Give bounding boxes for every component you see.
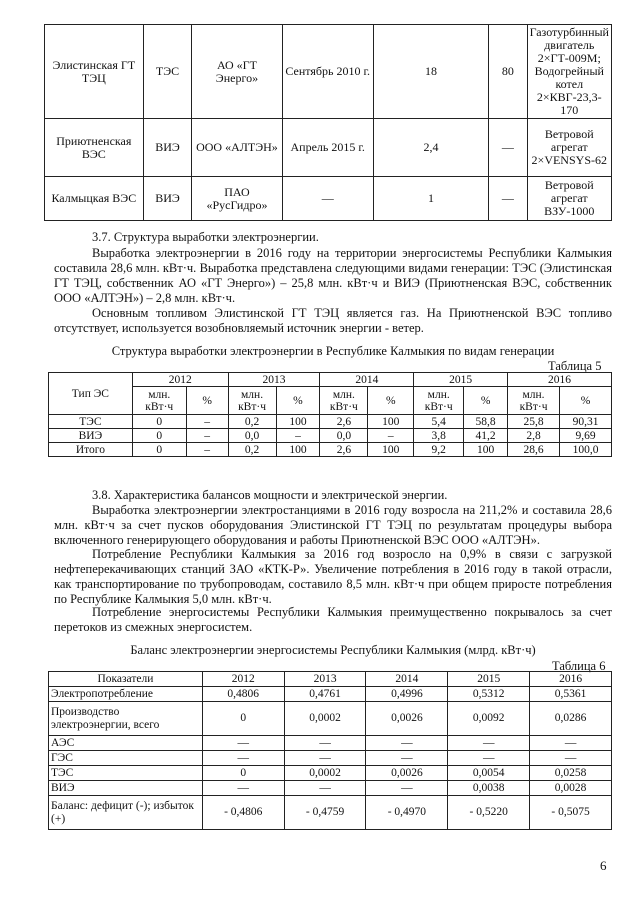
- section-3-8-paragraph-2: Потребление Республики Калмыкия за 2016 год возросло на 0,9% в связи с загрузкой нефтеперекачивающих станций ЗАО «КТК-Р». Увеличение потребления в 2016 году в такой отрасли, как транспортирование по трубопроводам, составило 8,5 млн. кВт·ч при общем приросте потребления по Республике Калмыкия 5,0 млн. кВт·ч.: [54, 547, 612, 606]
- table-cell: 41,2: [464, 429, 508, 443]
- table-cell: 0,4996: [366, 687, 448, 702]
- table-row: [49, 736, 612, 751]
- plant-heat: —: [489, 119, 527, 177]
- table-cell: 100: [368, 415, 414, 429]
- table-cell: —: [284, 751, 366, 766]
- table-5-caption: Структура выработки электроэнергии в Республике Калмыкия по видам генерации: [111, 344, 555, 358]
- power-plants-table: [44, 24, 612, 221]
- generation-structure-table: [48, 372, 612, 457]
- plant-type: ВИЭ: [143, 119, 192, 177]
- year-header: 2013: [284, 672, 366, 687]
- table-cell: 0,0038: [448, 781, 530, 796]
- table-cell: —: [366, 751, 448, 766]
- table-cell: 100: [276, 443, 320, 457]
- table-cell: 3,8: [414, 429, 464, 443]
- table-cell: 2,8: [508, 429, 560, 443]
- table-cell: 100,0: [560, 443, 612, 457]
- energy-balance-table: [48, 671, 612, 830]
- table-row: [49, 687, 612, 702]
- table-cell: —: [202, 751, 284, 766]
- plant-owner: ООО «АЛТЭН»: [192, 119, 282, 177]
- table-cell: 0: [202, 766, 284, 781]
- table-cell: —: [284, 736, 366, 751]
- table-cell: —: [530, 751, 612, 766]
- plant-owner: АО «ГТ Энерго»: [192, 25, 282, 119]
- plant-date: Сентябрь 2010 г.: [282, 25, 373, 119]
- year-header: 2015: [414, 373, 508, 387]
- table-cell: —: [284, 781, 366, 796]
- table-cell: 0: [202, 702, 284, 736]
- table-cell: —: [202, 781, 284, 796]
- percent-header: %: [368, 387, 414, 415]
- plant-power: 2,4: [373, 119, 488, 177]
- table-header-row: [49, 373, 612, 387]
- table-row: [49, 766, 612, 781]
- row-label: ТЭС: [49, 415, 133, 429]
- unit-header: млн. кВт·ч: [132, 387, 186, 415]
- row-label: АЭС: [49, 736, 203, 751]
- table-row: [49, 443, 612, 457]
- row-label: Электропотребление: [49, 687, 203, 702]
- row-label: Итого: [49, 443, 133, 457]
- table-5-label: Таблица 5: [548, 359, 602, 373]
- percent-header: %: [464, 387, 508, 415]
- section-3-7-paragraph-1: Выработка электроэнергии в 2016 году на территории энергосистемы Республики Калмыкия составила 28,6 млн. кВт·ч. Выработка представлена следующими видами генерации: ТЭС (Элистинская ГТ ТЭЦ, собственник АО «ГТ Энерго») – 25,8 млн. кВт·ч и ВИЭ (Приютненская ВЭС, собственник ООО «АЛТЭН») – 2,8 млн. кВт·ч.: [54, 246, 612, 305]
- table-cell: 0,5312: [448, 687, 530, 702]
- table-cell: 0,0028: [530, 781, 612, 796]
- table-cell: –: [186, 415, 228, 429]
- table-cell: 0,0002: [284, 766, 366, 781]
- year-header: 2012: [132, 373, 228, 387]
- table-cell: —: [366, 736, 448, 751]
- table-cell: 0,4761: [284, 687, 366, 702]
- row-label: Производство электроэнергии, всего: [49, 702, 203, 736]
- plant-type: ВИЭ: [143, 177, 192, 221]
- table-cell: - 0,4970: [366, 796, 448, 830]
- plant-equipment: Ветровой агрегат 2×VENSYS-62: [527, 119, 611, 177]
- table-subheader-row: [49, 387, 612, 415]
- table-cell: 2,6: [320, 415, 368, 429]
- table-6-caption: Баланс электроэнергии энергосистемы Республики Калмыкия (млрд. кВт·ч): [130, 643, 536, 657]
- table-cell: 0,0092: [448, 702, 530, 736]
- section-3-8-paragraph-1: Выработка электроэнергии электростанциями в 2016 году возросла на 211,2% и составила 28,6 млн. кВт·ч за счет пусков оборудования Элистинской ГТ ТЭЦ по результатам процедуры выбора включенного генерирующего оборудования и работы Приютненской ВЭС ООО «АЛТЭН».: [54, 503, 612, 547]
- table-cell: 0,0258: [530, 766, 612, 781]
- year-header: 2016: [508, 373, 612, 387]
- table-cell: –: [276, 429, 320, 443]
- year-header: 2013: [228, 373, 320, 387]
- table-cell: - 0,5075: [530, 796, 612, 830]
- year-header: 2016: [530, 672, 612, 687]
- section-3-8-heading: 3.8. Характеристика балансов мощности и электрической энергии.: [92, 488, 448, 502]
- table-cell: –: [186, 429, 228, 443]
- plant-name: Калмыцкая ВЭС: [45, 177, 144, 221]
- section-3-7-heading: 3.7. Структура выработки электроэнергии.: [92, 230, 319, 244]
- row-label: ВИЭ: [49, 429, 133, 443]
- table-cell: - 0,5220: [448, 796, 530, 830]
- table-cell: 0,0026: [366, 702, 448, 736]
- table-cell: —: [530, 736, 612, 751]
- year-header: 2014: [366, 672, 448, 687]
- table-cell: —: [366, 781, 448, 796]
- table-row: [49, 429, 612, 443]
- plant-heat: 80: [489, 25, 527, 119]
- plant-equipment: Газотурбинный двигатель 2×ГТ-009М; Водогрейный котел 2×КВГ-23,3-170: [527, 25, 611, 119]
- plant-heat: —: [489, 177, 527, 221]
- plant-name: Элистинская ГТ ТЭЦ: [45, 25, 144, 119]
- table-6-label: Таблица 6: [552, 659, 606, 673]
- table-cell: 9,69: [560, 429, 612, 443]
- table-cell: 100: [276, 415, 320, 429]
- table-cell: 100: [368, 443, 414, 457]
- table-cell: 0: [132, 415, 186, 429]
- table-row: [45, 119, 612, 177]
- table-cell: 0,0054: [448, 766, 530, 781]
- table-cell: –: [368, 429, 414, 443]
- table-cell: 58,8: [464, 415, 508, 429]
- plant-date: Апрель 2015 г.: [282, 119, 373, 177]
- plant-owner: ПАО «РусГидро»: [192, 177, 282, 221]
- row-label: ВИЭ: [49, 781, 203, 796]
- percent-header: %: [276, 387, 320, 415]
- table-row: [49, 702, 612, 736]
- row-label: Баланс: дефицит (-); избыток (+): [49, 796, 203, 830]
- table-cell: 9,2: [414, 443, 464, 457]
- table-cell: 0,0286: [530, 702, 612, 736]
- table-cell: - 0,4759: [284, 796, 366, 830]
- row-label: ТЭС: [49, 766, 203, 781]
- table-cell: —: [448, 736, 530, 751]
- table-cell: 5,4: [414, 415, 464, 429]
- unit-header: млн. кВт·ч: [508, 387, 560, 415]
- plant-power: 18: [373, 25, 488, 119]
- table-row: [49, 751, 612, 766]
- unit-header: млн. кВт·ч: [228, 387, 276, 415]
- table-header-row: [49, 672, 612, 687]
- table-row: [49, 415, 612, 429]
- table-cell: 0,0: [228, 429, 276, 443]
- plant-equipment: Ветровой агрегат ВЗУ-1000: [527, 177, 611, 221]
- table-cell: 2,6: [320, 443, 368, 457]
- plant-type: ТЭС: [143, 25, 192, 119]
- table-cell: 0,0: [320, 429, 368, 443]
- table-cell: 0,5361: [530, 687, 612, 702]
- column-header-indicators: Показатели: [49, 672, 203, 687]
- table-cell: 0,2: [228, 415, 276, 429]
- percent-header: %: [560, 387, 612, 415]
- table-cell: 0,0026: [366, 766, 448, 781]
- table-cell: 0,0002: [284, 702, 366, 736]
- page-number: 6: [600, 858, 607, 873]
- plant-power: 1: [373, 177, 488, 221]
- table-row: [45, 25, 612, 119]
- table-cell: –: [186, 443, 228, 457]
- percent-header: %: [186, 387, 228, 415]
- table-cell: 90,31: [560, 415, 612, 429]
- table-row: [45, 177, 612, 221]
- table-row: [49, 796, 612, 830]
- year-header: 2014: [320, 373, 414, 387]
- table-cell: 0: [132, 429, 186, 443]
- table-cell: - 0,4806: [202, 796, 284, 830]
- section-3-8-paragraph-3: Потребление энергосистемы Республики Калмыкия преимущественно покрывалось за счет перетоков из смежных энергосистем.: [54, 605, 612, 634]
- table-row: [49, 781, 612, 796]
- table-cell: 25,8: [508, 415, 560, 429]
- column-header-type: Тип ЭС: [49, 373, 133, 415]
- table-cell: 28,6: [508, 443, 560, 457]
- year-header: 2012: [202, 672, 284, 687]
- table-cell: 100: [464, 443, 508, 457]
- row-label: ГЭС: [49, 751, 203, 766]
- year-header: 2015: [448, 672, 530, 687]
- table-cell: 0,4806: [202, 687, 284, 702]
- section-3-7-paragraph-2: Основным топливом Элистинской ГТ ТЭЦ является газ. На Приютненской ВЭС топливо отсутствует, используется возобновляемый источник энергии - ветер.: [54, 306, 612, 335]
- unit-header: млн. кВт·ч: [414, 387, 464, 415]
- table-cell: 0,2: [228, 443, 276, 457]
- table-cell: 0: [132, 443, 186, 457]
- unit-header: млн. кВт·ч: [320, 387, 368, 415]
- plant-name: Приютненская ВЭС: [45, 119, 144, 177]
- table-cell: —: [448, 751, 530, 766]
- table-cell: —: [202, 736, 284, 751]
- plant-date: —: [282, 177, 373, 221]
